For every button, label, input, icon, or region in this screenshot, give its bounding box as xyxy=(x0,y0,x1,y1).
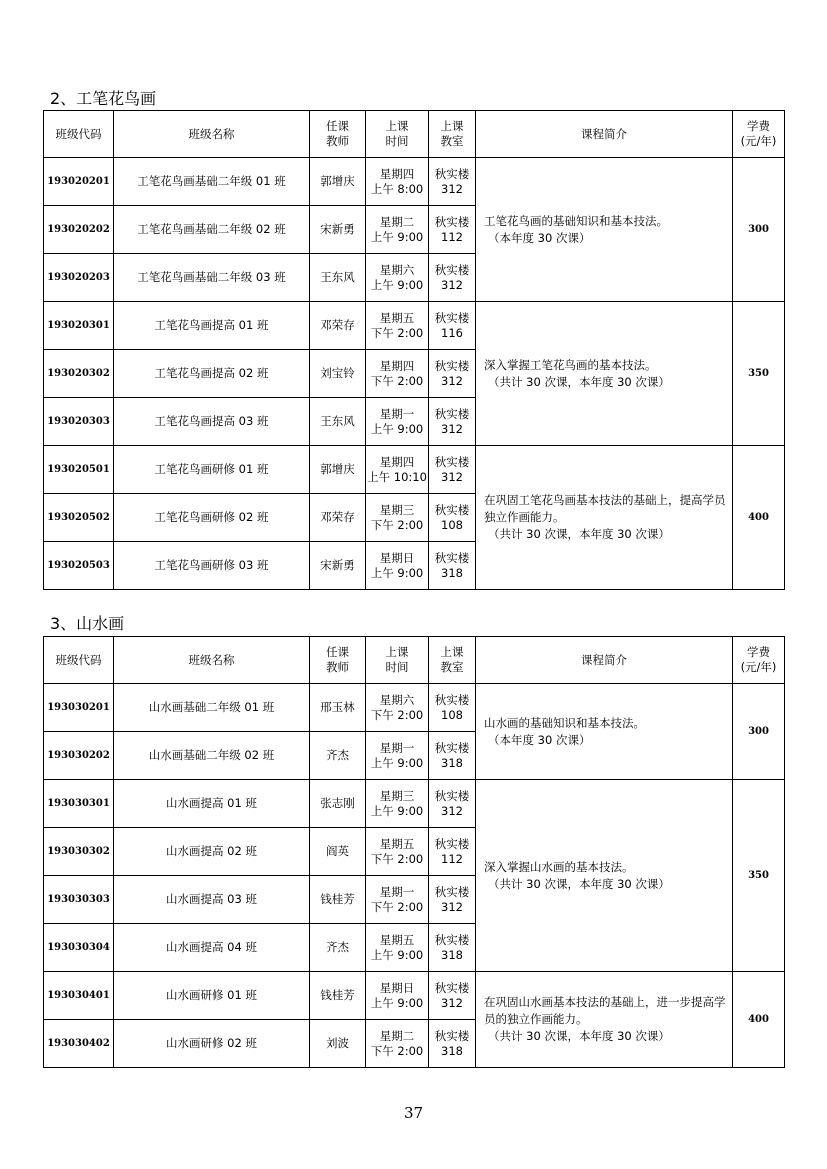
room-building: 秋实楼 xyxy=(434,740,470,755)
class-room xyxy=(429,446,476,494)
class-time xyxy=(366,732,429,780)
teacher-name: 刘宝铃 xyxy=(310,350,366,398)
course-description xyxy=(476,158,733,302)
class-time xyxy=(366,494,429,542)
class-name: 工笔花鸟画基础二年级 03 班 xyxy=(114,254,310,302)
class-room xyxy=(429,780,476,828)
class-day: 星期四 xyxy=(379,454,415,469)
class-room xyxy=(429,542,476,590)
header-class-name: 班级名称 xyxy=(114,111,310,158)
class-code: 193030301 xyxy=(44,780,114,828)
teacher-name: 张志刚 xyxy=(310,780,366,828)
header-class-code: 班级代码 xyxy=(44,111,114,158)
class-time xyxy=(366,350,429,398)
class-room xyxy=(429,254,476,302)
class-day: 星期四 xyxy=(379,166,415,181)
room-building: 秋实楼 xyxy=(434,980,470,995)
class-day: 星期一 xyxy=(379,406,415,421)
class-time xyxy=(366,1020,429,1068)
class-hour: 上午 9:00 xyxy=(370,755,424,770)
class-name: 山水画提高 01 班 xyxy=(114,780,310,828)
teacher-name: 齐杰 xyxy=(310,732,366,780)
course-description xyxy=(476,780,733,972)
teacher-name: 钱桂芳 xyxy=(310,876,366,924)
header-fee-line: (元/年) xyxy=(740,134,777,148)
course-table-shanshui xyxy=(43,636,785,1068)
header-teacher xyxy=(310,111,366,158)
header-description: 课程简介 xyxy=(476,637,733,684)
class-room xyxy=(429,350,476,398)
class-room xyxy=(429,924,476,972)
teacher-name: 阎英 xyxy=(310,828,366,876)
header-time-line: 时间 xyxy=(385,134,409,148)
room-number: 312 xyxy=(441,181,463,196)
header-time-line: 时间 xyxy=(385,660,409,674)
room-number: 318 xyxy=(441,1043,463,1058)
class-day: 星期一 xyxy=(379,884,415,899)
header-fee-line: (元/年) xyxy=(740,660,777,674)
room-building: 秋实楼 xyxy=(434,166,470,181)
class-hour: 上午 8:00 xyxy=(370,181,424,196)
tuition-fee: 300 xyxy=(733,158,785,302)
class-room xyxy=(429,876,476,924)
class-time xyxy=(366,302,429,350)
header-room-line: 教室 xyxy=(440,660,464,674)
class-code: 193030304 xyxy=(44,924,114,972)
class-day: 星期二 xyxy=(379,1028,415,1043)
description-note: （共计 30 次课，本年度 30 次课） xyxy=(488,1029,670,1043)
class-hour: 下午 2:00 xyxy=(370,517,424,532)
description-text: 工笔花鸟画的基础知识和基本技法。 xyxy=(484,213,668,228)
teacher-name: 齐杰 xyxy=(310,924,366,972)
class-name: 工笔花鸟画研修 01 班 xyxy=(114,446,310,494)
description-note: （共计 30 次课，本年度 30 次课） xyxy=(488,876,670,891)
class-code: 193020203 xyxy=(44,254,114,302)
header-fee-line: 学费 xyxy=(747,645,770,659)
table-row xyxy=(44,684,785,732)
room-number: 108 xyxy=(441,707,463,722)
room-building: 秋实楼 xyxy=(434,884,470,899)
class-time xyxy=(366,924,429,972)
header-room-line: 上课 xyxy=(440,119,464,133)
teacher-name: 邢玉林 xyxy=(310,684,366,732)
header-teacher xyxy=(310,637,366,684)
tuition-fee: 350 xyxy=(733,780,785,972)
description-note: （本年度 30 次课） xyxy=(488,732,591,747)
section-title-gongbi: 2、工笔花鸟画 xyxy=(50,89,157,108)
table-row xyxy=(44,780,785,828)
room-number: 112 xyxy=(441,851,463,866)
room-number: 312 xyxy=(441,469,463,484)
room-building: 秋实楼 xyxy=(434,262,470,277)
class-code: 193020202 xyxy=(44,206,114,254)
header-row xyxy=(44,637,785,684)
tuition-fee: 350 xyxy=(733,302,785,446)
header-time-line: 上课 xyxy=(385,645,409,659)
room-number: 108 xyxy=(441,517,463,532)
class-name: 山水画研修 01 班 xyxy=(114,972,310,1020)
class-time xyxy=(366,398,429,446)
teacher-name: 郭增庆 xyxy=(310,158,366,206)
class-code: 193020302 xyxy=(44,350,114,398)
class-name: 山水画基础二年级 02 班 xyxy=(114,732,310,780)
room-number: 318 xyxy=(441,565,463,580)
room-number: 312 xyxy=(441,899,463,914)
room-number: 312 xyxy=(441,277,463,292)
header-teacher-line: 任课 xyxy=(326,645,349,659)
class-day: 星期五 xyxy=(379,932,415,947)
class-hour: 下午 2:00 xyxy=(370,325,424,340)
room-building: 秋实楼 xyxy=(434,214,470,229)
class-name: 山水画基础二年级 01 班 xyxy=(114,684,310,732)
class-time xyxy=(366,972,429,1020)
description-note: （共计 30 次课，本年度 30 次课） xyxy=(488,374,670,389)
description-note: （本年度 30 次课） xyxy=(488,230,591,245)
class-name: 工笔花鸟画提高 02 班 xyxy=(114,350,310,398)
class-time xyxy=(366,158,429,206)
class-day: 星期日 xyxy=(379,980,415,995)
teacher-name: 王东风 xyxy=(310,398,366,446)
teacher-name: 王东风 xyxy=(310,254,366,302)
class-room xyxy=(429,732,476,780)
class-hour: 上午 9:00 xyxy=(370,229,424,244)
section-title-shanshui: 3、山水画 xyxy=(50,614,125,633)
teacher-name: 刘波 xyxy=(310,1020,366,1068)
class-room xyxy=(429,494,476,542)
table-row xyxy=(44,972,785,1020)
class-room xyxy=(429,158,476,206)
room-building: 秋实楼 xyxy=(434,692,470,707)
room-building: 秋实楼 xyxy=(434,454,470,469)
room-number: 318 xyxy=(441,947,463,962)
class-name: 工笔花鸟画研修 02 班 xyxy=(114,494,310,542)
class-name: 山水画提高 04 班 xyxy=(114,924,310,972)
class-day: 星期五 xyxy=(379,310,415,325)
class-hour: 上午 9:00 xyxy=(370,947,424,962)
class-time xyxy=(366,684,429,732)
room-building: 秋实楼 xyxy=(434,406,470,421)
class-room xyxy=(429,206,476,254)
class-day: 星期五 xyxy=(379,836,415,851)
class-name: 工笔花鸟画研修 03 班 xyxy=(114,542,310,590)
course-description xyxy=(476,446,733,590)
class-code: 193020501 xyxy=(44,446,114,494)
table-row xyxy=(44,446,785,494)
header-teacher-line: 任课 xyxy=(326,119,349,133)
room-number: 312 xyxy=(441,421,463,436)
class-code: 193020303 xyxy=(44,398,114,446)
class-hour: 下午 2:00 xyxy=(370,899,424,914)
class-name: 工笔花鸟画提高 03 班 xyxy=(114,398,310,446)
class-room xyxy=(429,972,476,1020)
description-text: 深入掌握工笔花鸟画的基本技法。 xyxy=(484,357,657,372)
class-code: 193030302 xyxy=(44,828,114,876)
class-name: 工笔花鸟画基础二年级 02 班 xyxy=(114,206,310,254)
description-text: 山水画的基础知识和基本技法。 xyxy=(484,715,645,730)
class-name: 山水画提高 02 班 xyxy=(114,828,310,876)
room-number: 312 xyxy=(441,803,463,818)
header-time xyxy=(366,637,429,684)
room-number: 312 xyxy=(441,373,463,388)
header-teacher-line: 教师 xyxy=(326,134,349,148)
header-fee xyxy=(733,637,785,684)
description-text: 在巩固工笔花鸟画基本技法的基础上，提高学员独立作画能力。 xyxy=(484,493,726,524)
class-code: 193030303 xyxy=(44,876,114,924)
class-time xyxy=(366,206,429,254)
page-number: 37 xyxy=(403,1104,424,1122)
class-day: 星期一 xyxy=(379,740,415,755)
header-time xyxy=(366,111,429,158)
room-number: 318 xyxy=(441,755,463,770)
room-building: 秋实楼 xyxy=(434,358,470,373)
header-description: 课程简介 xyxy=(476,111,733,158)
class-hour: 上午 10:10 xyxy=(367,469,427,484)
tuition-fee: 300 xyxy=(733,684,785,780)
class-day: 星期三 xyxy=(379,502,415,517)
header-fee xyxy=(733,111,785,158)
description-text: 在巩固山水画基本技法的基础上，进一步提高学员的独立作画能力。 xyxy=(484,995,726,1026)
class-time xyxy=(366,542,429,590)
class-code: 193020301 xyxy=(44,302,114,350)
tuition-fee: 400 xyxy=(733,446,785,590)
header-room xyxy=(429,637,476,684)
header-teacher-line: 教师 xyxy=(326,660,349,674)
teacher-name: 钱桂芳 xyxy=(310,972,366,1020)
room-building: 秋实楼 xyxy=(434,836,470,851)
course-table-gongbi xyxy=(43,110,785,590)
class-hour: 上午 9:00 xyxy=(370,277,424,292)
class-code: 193030401 xyxy=(44,972,114,1020)
class-code: 193030201 xyxy=(44,684,114,732)
class-hour: 下午 2:00 xyxy=(370,851,424,866)
table-row xyxy=(44,158,785,206)
teacher-name: 宋新勇 xyxy=(310,206,366,254)
class-name: 山水画研修 02 班 xyxy=(114,1020,310,1068)
room-building: 秋实楼 xyxy=(434,788,470,803)
course-description xyxy=(476,302,733,446)
course-description xyxy=(476,684,733,780)
class-name: 工笔花鸟画提高 01 班 xyxy=(114,302,310,350)
class-hour: 上午 9:00 xyxy=(370,803,424,818)
teacher-name: 邓荣存 xyxy=(310,302,366,350)
class-room xyxy=(429,684,476,732)
teacher-name: 邓荣存 xyxy=(310,494,366,542)
teacher-name: 宋新勇 xyxy=(310,542,366,590)
class-day: 星期三 xyxy=(379,788,415,803)
room-building: 秋实楼 xyxy=(434,1028,470,1043)
class-name: 山水画提高 03 班 xyxy=(114,876,310,924)
class-code: 193030202 xyxy=(44,732,114,780)
description-note: （共计 30 次课，本年度 30 次课） xyxy=(488,527,670,541)
header-class-code: 班级代码 xyxy=(44,637,114,684)
room-building: 秋实楼 xyxy=(434,932,470,947)
class-time xyxy=(366,254,429,302)
header-fee-line: 学费 xyxy=(747,119,770,133)
class-hour: 上午 9:00 xyxy=(370,995,424,1010)
class-hour: 上午 9:00 xyxy=(370,421,424,436)
class-time xyxy=(366,780,429,828)
class-day: 星期六 xyxy=(379,262,415,277)
class-day: 星期六 xyxy=(379,692,415,707)
class-room xyxy=(429,828,476,876)
table-row xyxy=(44,302,785,350)
class-code: 193020503 xyxy=(44,542,114,590)
room-number: 116 xyxy=(441,325,463,340)
description-text: 深入掌握山水画的基本技法。 xyxy=(484,859,634,874)
class-hour: 下午 2:00 xyxy=(370,373,424,388)
class-day: 星期四 xyxy=(379,358,415,373)
class-code: 193030402 xyxy=(44,1020,114,1068)
header-class-name: 班级名称 xyxy=(114,637,310,684)
class-code: 193020201 xyxy=(44,158,114,206)
header-time-line: 上课 xyxy=(385,119,409,133)
class-time xyxy=(366,446,429,494)
room-number: 112 xyxy=(441,229,463,244)
class-day: 星期二 xyxy=(379,214,415,229)
tuition-fee: 400 xyxy=(733,972,785,1068)
class-time xyxy=(366,828,429,876)
teacher-name: 郭增庆 xyxy=(310,446,366,494)
room-building: 秋实楼 xyxy=(434,310,470,325)
class-hour: 上午 9:00 xyxy=(370,565,424,580)
class-room xyxy=(429,302,476,350)
class-time xyxy=(366,876,429,924)
room-building: 秋实楼 xyxy=(434,502,470,517)
class-name: 工笔花鸟画基础二年级 01 班 xyxy=(114,158,310,206)
class-hour: 下午 2:00 xyxy=(370,707,424,722)
room-number: 312 xyxy=(441,995,463,1010)
class-room xyxy=(429,398,476,446)
room-building: 秋实楼 xyxy=(434,550,470,565)
header-room xyxy=(429,111,476,158)
header-room-line: 上课 xyxy=(440,645,464,659)
header-room-line: 教室 xyxy=(440,134,464,148)
class-day: 星期日 xyxy=(379,550,415,565)
class-code: 193020502 xyxy=(44,494,114,542)
class-hour: 下午 2:00 xyxy=(370,1043,424,1058)
header-row xyxy=(44,111,785,158)
course-description xyxy=(476,972,733,1068)
class-room xyxy=(429,1020,476,1068)
